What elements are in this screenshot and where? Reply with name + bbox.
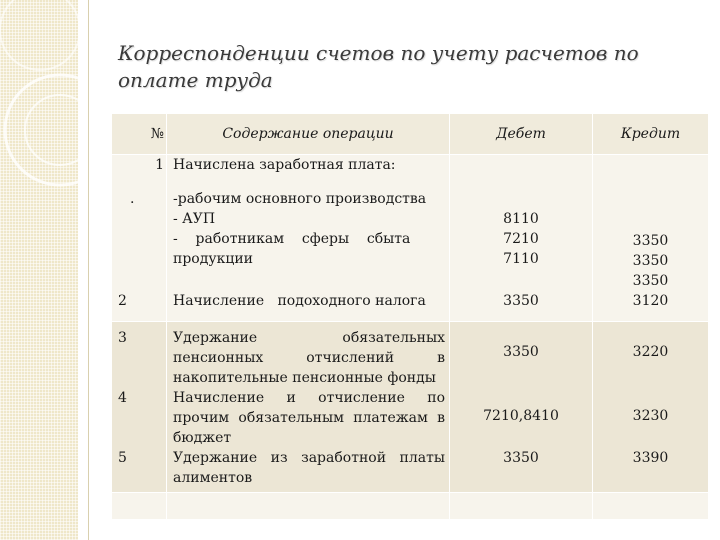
row-num-dot: . bbox=[130, 191, 135, 207]
row-line: - работникам сферы сбыта bbox=[173, 231, 411, 247]
debit-value: 7210,8410 bbox=[450, 388, 593, 448]
credit-value: 3350 bbox=[632, 233, 669, 249]
table-row bbox=[112, 155, 708, 292]
row-operation: Удержание обязательных пенсионных отчислений в накопительные пенсионные фонды bbox=[167, 322, 450, 389]
row-line: -рабочим основного производства bbox=[173, 191, 427, 207]
accounts-table bbox=[112, 114, 708, 519]
row-line: продукции bbox=[173, 251, 253, 267]
table-header-row bbox=[112, 114, 708, 155]
credit-value: 3230 bbox=[593, 388, 709, 448]
row-num: 5 bbox=[112, 448, 167, 493]
debit-value: 3350 bbox=[450, 291, 593, 322]
debit-value: 8110 bbox=[503, 211, 539, 227]
credit-value: 3120 bbox=[593, 291, 709, 322]
table-row bbox=[112, 388, 708, 448]
table-row bbox=[112, 291, 708, 322]
debit-value: 3350 bbox=[450, 322, 593, 389]
debit-value: 3350 bbox=[450, 448, 593, 493]
slide-title: Корреспонденции счетов по учету расчетов по оплате труда bbox=[118, 41, 639, 92]
header-debit: Дебет bbox=[450, 114, 593, 155]
row-num: 1 bbox=[155, 157, 164, 173]
debit-value: 7110 bbox=[503, 251, 539, 267]
debit-value: 7210 bbox=[503, 231, 539, 247]
table-row bbox=[112, 448, 708, 493]
header-credit: Кредит bbox=[593, 114, 709, 155]
decorative-side-strip bbox=[0, 0, 78, 540]
decorative-arcs bbox=[0, 0, 78, 540]
row-num: 4 bbox=[112, 388, 167, 448]
row-operation: Начисление подоходного налога bbox=[167, 291, 450, 322]
decorative-divider bbox=[88, 0, 89, 540]
row-num: 2 bbox=[112, 291, 167, 322]
row-line: - АУП bbox=[173, 211, 216, 227]
row-num: 3 bbox=[112, 322, 167, 389]
row-operation: Удержание из заработной платы алиментов bbox=[167, 448, 450, 493]
credit-value: 3390 bbox=[593, 448, 709, 493]
header-num: № bbox=[112, 114, 167, 155]
row-heading: Начислена заработная плата: bbox=[173, 157, 396, 173]
table-row-empty bbox=[112, 493, 708, 520]
credit-value: 3350 bbox=[632, 273, 669, 289]
table-row bbox=[112, 322, 708, 389]
credit-value: 3350 bbox=[632, 253, 669, 269]
row-operation: Начисление и отчисление по прочим обязательным платежам в бюджет bbox=[167, 388, 450, 448]
header-operation: Содержание операции bbox=[167, 114, 450, 155]
credit-value: 3220 bbox=[593, 322, 709, 389]
